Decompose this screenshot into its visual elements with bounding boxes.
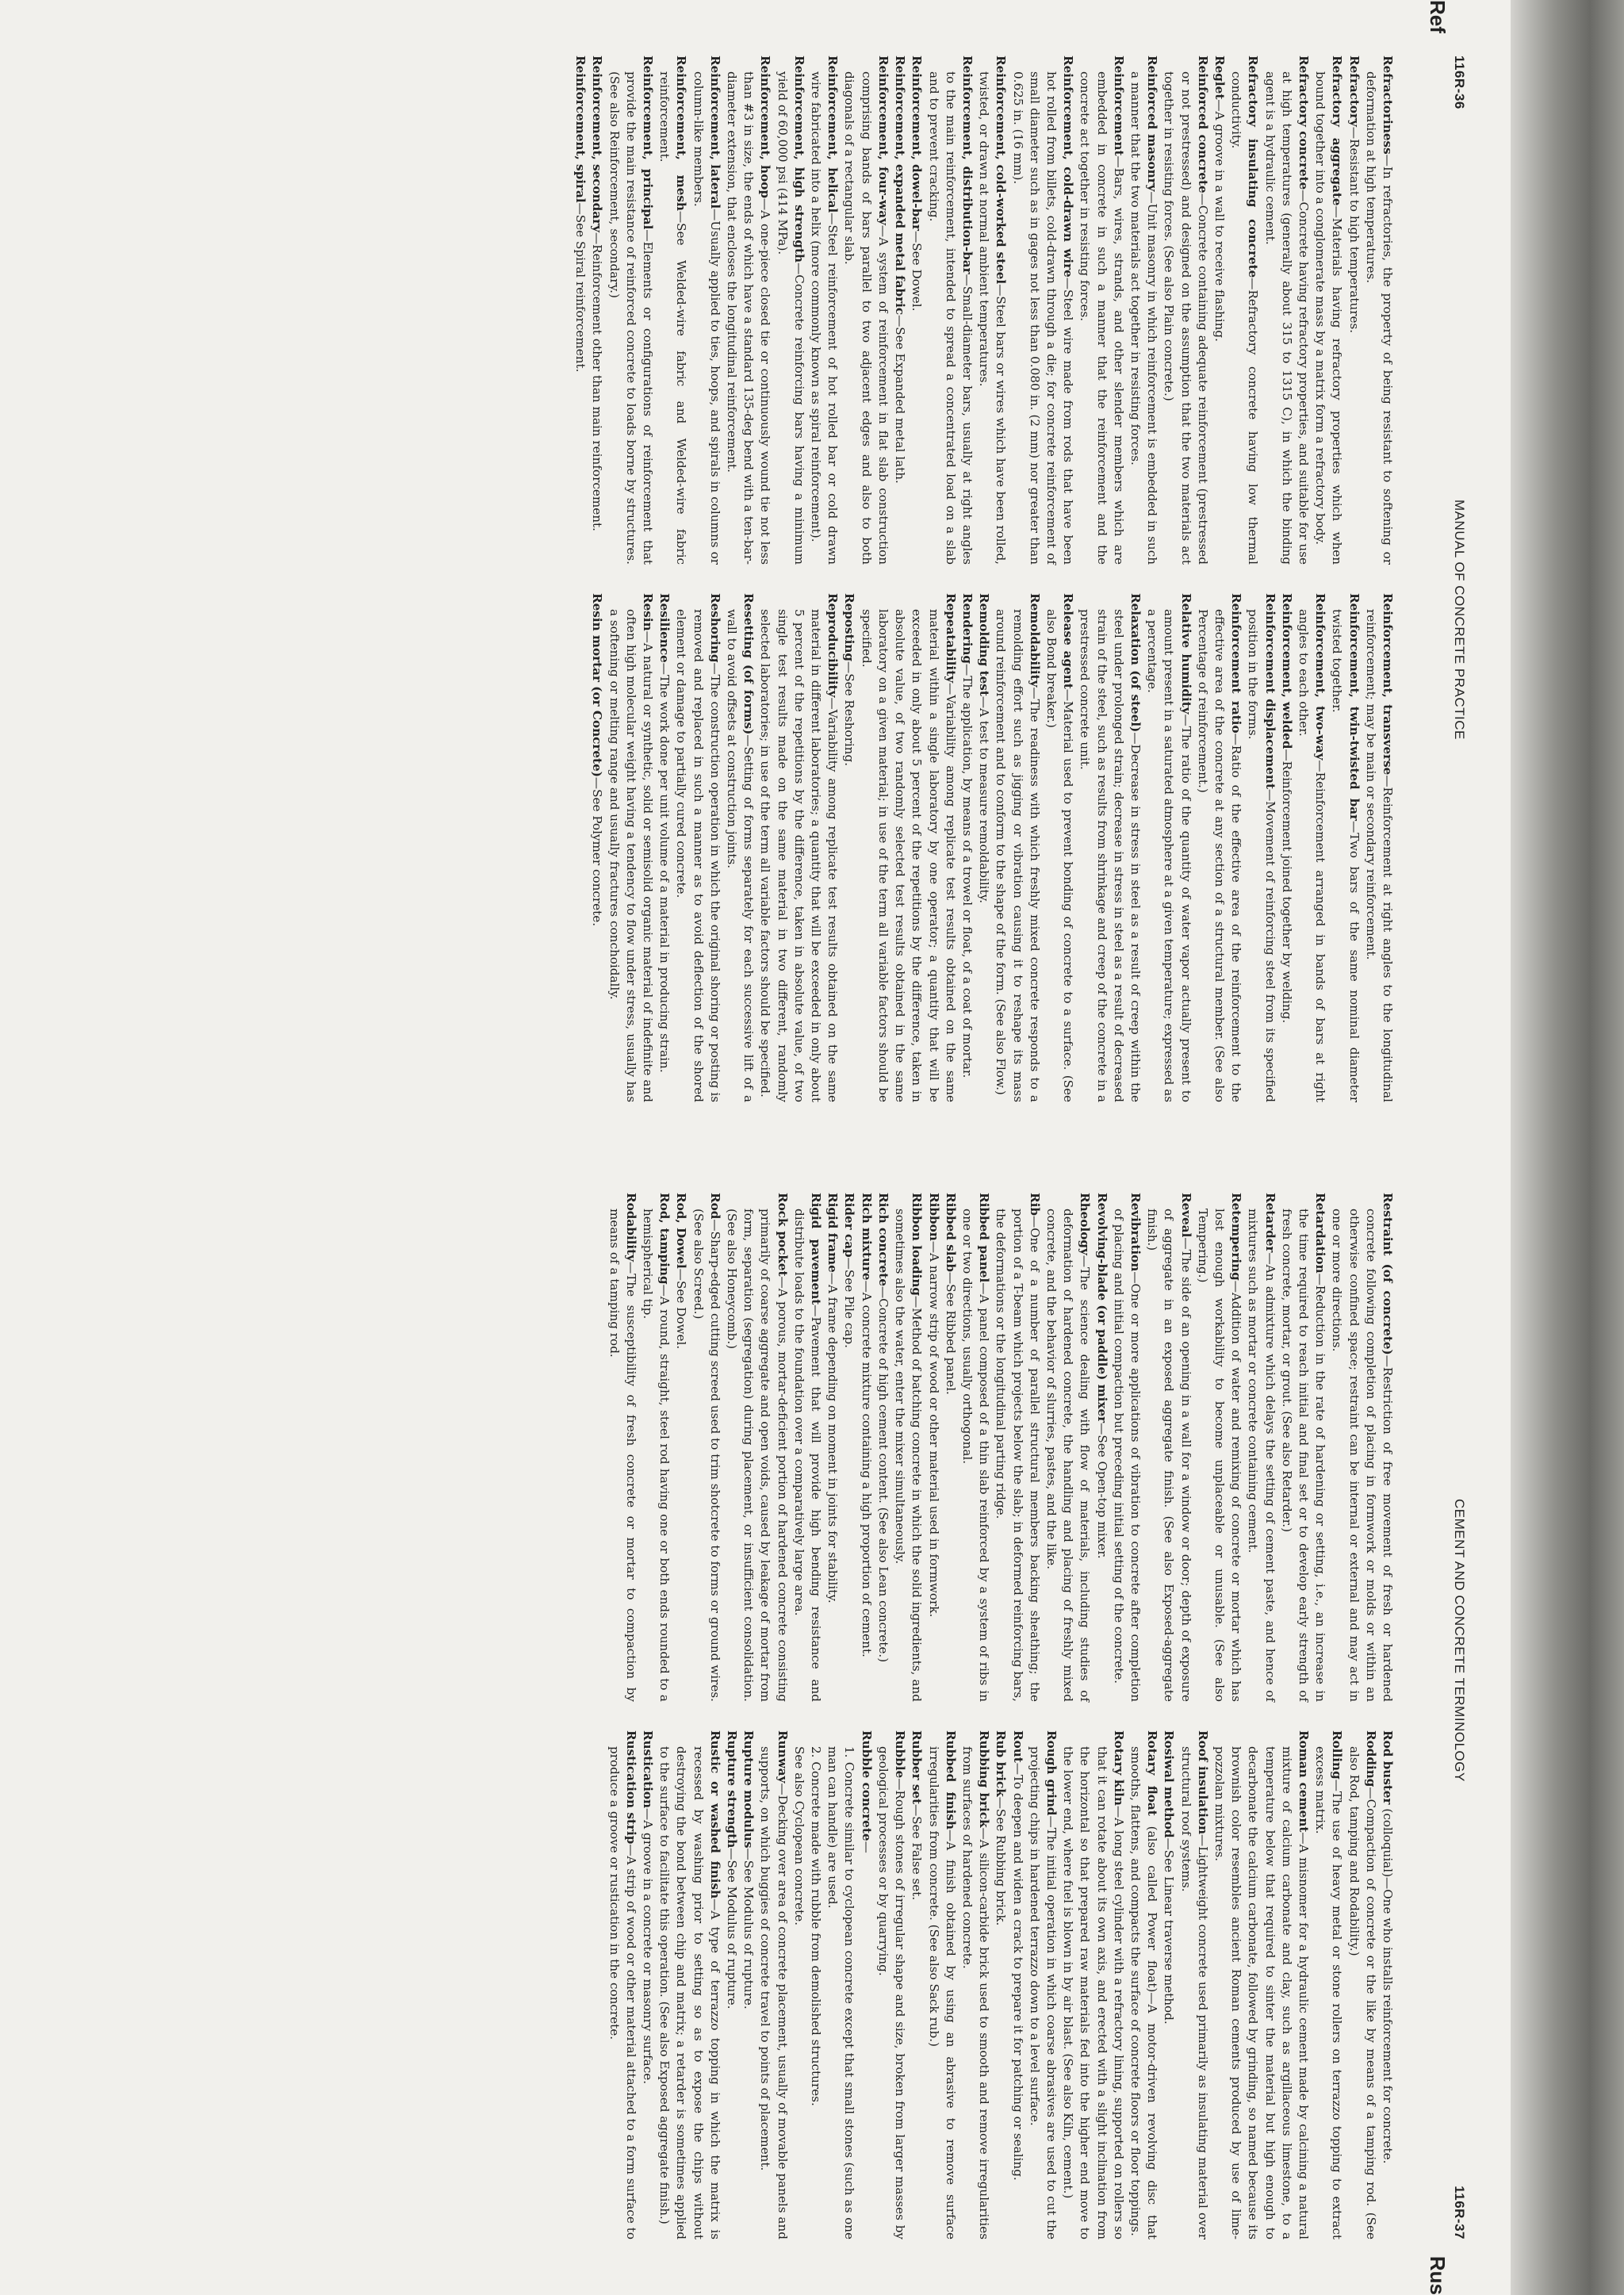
column-1: [48, 56, 1396, 565]
glossary-definition: —One of a number of parallel structural members backing sheathing; the portion of a T-beam which projects below the slab; in deformed reinforcing bars, the deformations or the longitudinal parting ridge.: [994, 1209, 1042, 1702]
glossary-entry: [605, 593, 656, 1102]
glossary-term: Rubble: [893, 1730, 908, 1779]
glossary-definition: —Elements or configurations of reinforcement that provide the main resistance of reinforced concrete to loads borne by structures. (See also Reinforcement, secondary.): [607, 71, 656, 565]
glossary-term: Retarder: [1262, 1193, 1277, 1253]
guide-word-left: Ref: [1426, 0, 1450, 33]
glossary-definition: —Unit masonry in which reinforcement is embedded in such a manner that the two materials act together in resisting forces.: [1128, 71, 1160, 565]
glossary-entry: [841, 593, 857, 1102]
glossary-definition: —Bars, wires, strands, and other slender members which are embedded in concrete in such a manner that the reinforcement and the concrete act together in resisting forces.: [1078, 71, 1126, 565]
glossary-definition: —Concrete reinforcing bars having a minimum yield of 60,000 psi (414 MPa).: [775, 71, 806, 565]
glossary-term: Reproducibility: [825, 593, 841, 698]
glossary-term: Reinforcement, two-way: [1313, 593, 1328, 761]
glossary-definition: —The ratio of the quantity of water vapor actually present to amount present in a saturated atmosphere at a given temperature; expressed as a percentage.: [1145, 609, 1193, 1103]
scanner-edge: [1511, 0, 1624, 2295]
glossary-definition: —Addition of water and remixing of concrete or mortar which has lost enough workability to become unplaceable or unusable. (See also Tempering.): [1195, 1209, 1244, 1702]
glossary-definition: —A panel composed of a thin slab reinforced by a system of ribs in one or two directions, usually orthogonal.: [959, 1209, 992, 1702]
glossary-entry: [1362, 56, 1396, 565]
glossary-term: Revolving-blade (or paddle) mixer: [1094, 1193, 1109, 1423]
glossary-definition: 2. Concrete made with rubble from demolished structures.: [809, 1746, 824, 2106]
glossary-definition: —A natural or synthetic, solid or semisolid organic material of indefinite and often high molecular weight having a tendency to flow under stress, usually has a softening or melting range and usually fractures conchoidally.: [607, 609, 656, 1102]
glossary-term: Rigid frame: [825, 1193, 841, 1273]
glossary-definition: —See Pile cap.: [842, 1257, 857, 1348]
glossary-definition: —The application, by means of a trowel or float, of a coat of mortar.: [959, 664, 975, 1079]
glossary-definition: —A porous, mortar-deficient portion of hardened concrete consisting primarily of coarse aggregate and open voids, caused by leakage of mortar from form, separation (segregation) during placement, or insufficient consolidation. (See also Honeycomb.): [725, 1209, 790, 1702]
glossary-term: Ribbon: [926, 1193, 941, 1241]
glossary-entry: [875, 1193, 891, 1702]
glossary-definition: —Concrete of high cement content. (See also Lean concrete.): [875, 1285, 891, 1663]
glossary-entry: [1228, 56, 1261, 565]
glossary-term: Rout: [1010, 1730, 1025, 1763]
glossary-term: Relaxation (of steel): [1128, 593, 1143, 733]
glossary-definition: —Lightweight concrete used primarily as insulating material over structural roof systems.: [1178, 1746, 1210, 2239]
glossary-definition: —See Open-top mixer.: [1094, 1423, 1109, 1559]
left-page-number: 116R-36: [1452, 56, 1467, 109]
glossary-definition: 1. Concrete similar to cyclopean concrete except that small stones (such as one man can handle) are used.: [825, 1746, 857, 2239]
glossary-definition: —The initial operation in which coarse abrasives are used to cut the projecting chips in hardened terrazzo down to a level surface.: [1027, 1746, 1059, 2239]
glossary-definition: —Materials having refractory properties which when bound together into a conglomerate mass by a matrix form a refractory body.: [1313, 71, 1345, 565]
glossary-term: Reinforcement, hoop: [758, 56, 773, 198]
glossary-term: Reinforcement, four-way: [875, 56, 891, 225]
glossary-term: Rupture modulus: [741, 1730, 756, 1849]
glossary-entry: [1076, 56, 1127, 565]
glossary-definition: —Concrete having refractory properties, and suitable for use at high temperatures (generally about 315 to 1315 C), in which the binding agent is a hydraulic cement.: [1262, 71, 1311, 565]
glossary-term: Retardation: [1313, 1193, 1328, 1274]
glossary-term: Reinforcement displacement: [1262, 593, 1277, 789]
glossary-term: Reinforcement, cold-worked steel: [994, 56, 1009, 285]
glossary-entry: [959, 1730, 992, 2239]
glossary-entry: [807, 56, 841, 565]
glossary-definition: —Reinforcement other than main reinforcement.: [590, 232, 605, 531]
glossary-term: Rider cap: [842, 1193, 857, 1258]
glossary-term: Rigid pavement: [809, 1193, 824, 1305]
glossary-definition: —: [859, 1841, 874, 1853]
glossary-term: Reinforcement, lateral: [707, 56, 722, 209]
right-page: [48, 1193, 1396, 2239]
left-running-title: MANUAL OF CONCRETE PRACTICE: [1452, 500, 1467, 740]
glossary-entry: [672, 593, 723, 1102]
glossary-entry: [992, 1730, 1009, 2239]
glossary-definition: —A round, straight, steel rod having one or both ends rounded to a hemispherical tip.: [641, 1209, 672, 1702]
right-running-title: CEMENT AND CONCRETE TERMINOLOGY: [1452, 1499, 1467, 1782]
guide-word-right: Rus: [1426, 2255, 1450, 2295]
glossary-entry: [841, 56, 891, 565]
glossary-term: Remolding test: [977, 593, 992, 696]
glossary-term: Rotary float: [1145, 1730, 1160, 1816]
glossary-entry: [807, 1730, 824, 2239]
glossary-entry: [689, 56, 722, 565]
column-4: [48, 1730, 1396, 2239]
glossary-term: Reinforcement, mesh: [674, 56, 689, 211]
glossary-definition: —One or more applications of vibration to concrete after completion of placing and initial compaction but preceding initial setting of the concrete.: [1111, 1209, 1143, 1702]
glossary-entry: [723, 593, 756, 1102]
glossary-entry: [925, 1730, 958, 2239]
glossary-definition: —A frame depending on moment in joints for stability.: [825, 1272, 841, 1603]
column-3: [48, 1193, 1396, 1702]
glossary-definition: —Method of batching concrete in which the solid ingredients, and sometimes also the water, enter the mixer simultaneously.: [893, 1209, 925, 1702]
glossary-definition: —Rough stones of irregular shape and size, broken from larger masses by geological processes or by quarrying.: [875, 1746, 908, 2239]
glossary-definition: (also called Power float)—A motor-driven revolving disc that smooths, flattens, and compacts the surface of concrete floors or floor toppings.: [1128, 1746, 1160, 2240]
glossary-term: Relative humidity: [1178, 593, 1193, 715]
glossary-definition: —The susceptibility of fresh concrete or mortar to compaction by means of a tamping rod.: [607, 1209, 638, 1702]
glossary-entry: [791, 1193, 824, 1702]
text-columns: [48, 56, 1396, 2239]
glossary-entry: [1211, 56, 1228, 565]
glossary-definition: —Decrease in stress in steel as a result of creep within the steel under prolonged strain; decrease in stress in steel as a result of decreased strain of the steel, such as results from shrinkage and creep of the concrete in a prestressed concrete unit.: [1078, 609, 1143, 1102]
glossary-entry: [1312, 1730, 1345, 2239]
glossary-term: Revibration: [1128, 1193, 1143, 1272]
glossary-term: Rubber set: [910, 1730, 925, 1805]
glossary-term: Rib: [1027, 1193, 1042, 1216]
page-gutter: [48, 1136, 1396, 1159]
glossary-definition: —Two bars of the same nominal diameter twisted together.: [1330, 609, 1362, 1102]
glossary-entry: [824, 1193, 841, 1702]
glossary-entry: [1160, 56, 1211, 565]
glossary-entry: [1110, 1193, 1143, 1702]
glossary-entry: [925, 56, 975, 565]
glossary-term: Reinforcement, twin-twisted bar: [1346, 593, 1362, 822]
glossary-term: Reinforcement, spiral: [573, 56, 588, 203]
glossary-definition: —A groove in a wall to receive flashing.: [1212, 99, 1227, 342]
glossary-entry: [1261, 56, 1312, 565]
glossary-definition: —See Rubbing brick.: [994, 1796, 1009, 1926]
glossary-definition: —The side of an opening in a wall for a window or door; depth of exposure of aggregate in an exposed aggregate finish. (See also Exposed-aggregate finish.): [1145, 1209, 1193, 1702]
glossary-definition: —An admixture which delays the setting of cement paste, and hence of mixtures such as mortar or concrete containing cement.: [1246, 1209, 1277, 1702]
glossary-term: Rheology: [1078, 1193, 1093, 1255]
glossary-entry: [1328, 1193, 1396, 1702]
right-page-number: 116R-37: [1452, 2186, 1467, 2239]
glossary-entry: [605, 56, 656, 565]
glossary-term: Reveal: [1178, 1193, 1193, 1238]
glossary-term: Rosiwal method: [1162, 1730, 1177, 1838]
glossary-definition: —Compaction of concrete or the like by means of a tamping rod. (See also Rod, tamping and Rodability.): [1346, 1746, 1378, 2239]
glossary-entry: [925, 1193, 941, 1702]
glossary-term: Restraint (of concrete): [1381, 1193, 1395, 1355]
glossary-term: Rodability: [623, 1193, 638, 1262]
glossary-term: Ribbed slab: [943, 1193, 958, 1272]
glossary-term: Ribbon loading: [910, 1193, 925, 1297]
glossary-entry: [992, 1193, 1043, 1702]
glossary-definition: —See Linear traverse method.: [1162, 1837, 1177, 2025]
glossary-definition: —Variability among replicate test results obtained on the same material in different laboratories; a quantity that will be exceeded in only about 5 percent of the repetitions by the difference, taken in absolute value, of two single test results made on the same material in two different, randomly selected laboratories; in use of the term all variable factors should be specified.: [758, 609, 841, 1102]
glossary-term: Reinforcement, high strength: [791, 56, 806, 263]
glossary-entry: [858, 1193, 875, 1702]
glossary-term: Reinforcement, helical: [825, 56, 841, 213]
glossary-term: Repeatability: [943, 593, 958, 684]
glossary-term: Rod: [707, 1193, 722, 1220]
glossary-term: Ribbed panel: [977, 1193, 992, 1283]
glossary-entry: [756, 593, 841, 1102]
glossary-term: Remoldability: [1027, 593, 1042, 688]
glossary-term: Refractoriness: [1381, 56, 1395, 155]
glossary-definition: —See False set.: [910, 1804, 925, 1901]
glossary-entry: [1244, 1193, 1277, 1702]
left-page: [48, 56, 1396, 1102]
glossary-definition: —Small-diameter bars, usually at right angles to the main reinforcement, intended to spread a concentrated load on a slab and to prevent cracking.: [926, 71, 975, 565]
glossary-term: Resilience: [657, 593, 672, 663]
glossary-entry: [891, 1193, 925, 1702]
glossary-entry: [1345, 1730, 1378, 2239]
glossary-entry: [1009, 1730, 1025, 2239]
glossary-term: Resin: [641, 593, 656, 631]
glossary-definition: —Refractory concrete having low thermal conductivity.: [1229, 71, 1261, 565]
glossary-term: Reinforcement, cold-drawn wire: [1061, 56, 1076, 278]
glossary-term: Rod, tamping: [657, 1193, 672, 1285]
glossary-definition: —A test to measure remoldability.: [977, 695, 992, 904]
glossary-definition: —A finish obtained by using an abrasive to remove surface irregularities from concrete. (See also Sack rub.): [926, 1746, 958, 2239]
glossary-term: Release agent: [1061, 593, 1076, 689]
glossary-term: Retempering: [1229, 1193, 1244, 1281]
glossary-entry: [1379, 1730, 1396, 2239]
glossary-definition: —Reduction in the rate of hardening or setting, i.e., an increase in the time required to reach initial and final set or to develop early strength of fresh concrete, mortar, or grout. (See also Retarder.): [1279, 1209, 1328, 1702]
glossary-entry: [1278, 1193, 1329, 1702]
glossary-definition: —Concrete containing adequate reinforcement (prestressed or not prestressed) and designed on the assumption that the two materials act together in resisting forces. (See also Plain concrete.): [1162, 71, 1210, 565]
glossary-term: Reinforcement, distribution-bar: [959, 56, 975, 274]
glossary-entry: [1127, 56, 1160, 565]
glossary-term: Rubble concrete: [859, 1730, 874, 1841]
glossary-definition: —A one-piece closed tie or continuously wound tie not less than #3 in size, the ends of which have a standard 135-deg bend with a ten-bar-diameter extension, that encloses the longitudinal reinforcement.: [725, 71, 773, 565]
glossary-entry: [1093, 1193, 1109, 1702]
glossary-entry: [723, 56, 774, 565]
glossary-entry: [1312, 56, 1345, 565]
glossary-definition: See also Cyclopean concrete.: [791, 1746, 806, 1926]
glossary-definition: —Reinforcement arranged in bands of bars at right angles to each other.: [1296, 609, 1328, 1102]
glossary-definition: —Steel wire made from rods that have been hot rolled from billets, cold-drawn through a die; for concrete reinforcement of small diameter such as in gages not less than 0.080 in. (2 mm) nor greater than 0.625 in. (16 mm).: [1010, 71, 1076, 565]
glossary-definition: —See Expanded metal lath.: [893, 315, 908, 484]
glossary-definition: —The science dealing with flow of materials, including studies of deformation of hardened concrete, the handling and placing of freshly mixed concrete, and the behavior of slurries, pastes, and the like.: [1044, 1209, 1093, 1702]
glossary-term: Reinforced masonry: [1145, 56, 1160, 192]
glossary-entry: [908, 1730, 925, 2239]
glossary-definition: —See Reshoring.: [842, 661, 857, 767]
glossary-entry: [1295, 593, 1328, 1102]
glossary-definition: —Material used to prevent bonding of concrete to a surface. (See also Bond breaker.): [1044, 609, 1076, 1102]
glossary-entry: [1043, 1193, 1094, 1702]
glossary-term: Rustication: [641, 1730, 656, 1809]
glossary-term: Reglet: [1212, 56, 1227, 100]
glossary-entry: [723, 1193, 791, 1702]
glossary-definition: —The use of heavy metal or stone rollers on terrazzo topping to extract excess matrix.: [1313, 1746, 1345, 2239]
glossary-term: Rolling: [1330, 1730, 1345, 1780]
glossary-definition: —Pavement that will provide high bending resistance and distribute loads to the foundation over a comparatively large area.: [791, 1209, 824, 1703]
glossary-term: Refractory aggregate: [1330, 56, 1345, 206]
glossary-definition: —Ratio of the effective area of the reinforcement to the effective area of the concrete at any section of a structural member. (See also Percentage of reinforcement.): [1195, 609, 1244, 1102]
glossary-definition: —A concrete mixture containing a high proportion of cement.: [859, 1280, 874, 1657]
glossary-entry: [1328, 593, 1362, 1102]
glossary-term: Roof insulation: [1195, 1730, 1210, 1835]
glossary-term: Reinforcement: [1111, 56, 1126, 156]
glossary-term: Reinforcement, transverse: [1381, 593, 1395, 776]
glossary-term: Reinforced concrete: [1195, 56, 1210, 193]
glossary-entry: [992, 593, 1043, 1102]
glossary-definition: —Variability among replicate test results obtained on the same material within a single laboratory by one operator; a quantity that will be exceeded in only about 5 percent of the repetitions by the difference, taken in absolute value, of two randomly selected test results obtained in the same laboratory on a given material; in use of the term all variable factors should be specified.: [859, 609, 958, 1102]
glossary-term: Refractory insulating concrete: [1246, 56, 1261, 278]
glossary-entry: [908, 56, 925, 565]
glossary-definition: —See Modulus of rupture.: [725, 1848, 740, 2010]
glossary-term: Rubbed finish: [943, 1730, 958, 1829]
glossary-entry: [672, 1193, 689, 1702]
glossary-entry: [656, 1730, 723, 2239]
glossary-definition: —A strip of wood or other material attached to a form surface to produce a groove or rustication in the concrete.: [607, 1746, 638, 2239]
glossary-term: Runway: [775, 1730, 790, 1784]
document-spread: [24, 0, 1499, 2295]
glossary-entry: [588, 56, 605, 565]
glossary-definition: —In refractories, the property of being resistant to softening or deformation at high temperatures.: [1363, 71, 1395, 565]
glossary-entry: [1244, 593, 1277, 1102]
glossary-entry: [975, 593, 992, 1102]
glossary-entry: [1194, 593, 1245, 1102]
glossary-entry: [942, 1193, 959, 1702]
glossary-entry: [656, 593, 672, 1102]
glossary-definition: —The work done per unit volume of a material in producing strain.: [657, 662, 672, 1073]
glossary-term: Reshoring: [707, 593, 722, 663]
glossary-term: Roman cement: [1296, 1730, 1311, 1833]
glossary-entry: [723, 1730, 740, 2239]
glossary-term: Rustication strip: [623, 1730, 638, 1845]
glossary-entry: [1009, 56, 1076, 565]
glossary-entry: [1278, 593, 1295, 1102]
glossary-entry: [605, 1730, 638, 2239]
glossary-entry: [1143, 593, 1194, 1102]
glossary-entry: [1127, 1730, 1160, 2239]
glossary-entry: [858, 1730, 875, 2239]
glossary-entry: [756, 1730, 790, 2239]
glossary-entry: [605, 1193, 638, 1702]
glossary-entry: [858, 593, 959, 1102]
glossary-definition: —A groove in a concrete or masonry surface.: [641, 1808, 656, 2085]
glossary-term: Reinforcement, secondary: [590, 56, 605, 232]
glossary-definition: —Reinforcement joined together by welding.: [1279, 749, 1294, 1024]
glossary-definition: —Restriction of free movement of fresh or hardened concrete following completion of placing in formwork or molds or within an otherwise confined space; restraint can be internal or external and may act in one or more directions.: [1330, 1209, 1395, 1703]
glossary-entry: [1362, 593, 1396, 1102]
glossary-entry: [773, 56, 806, 565]
glossary-term: Rich mixture: [859, 1193, 874, 1281]
glossary-definition: —The readiness with which freshly mixed concrete responds to a remolding effort such as jigging or vibration causing it to reshape its mass around reinforcement and to conform to the shape of the form. (See also Flow.): [994, 609, 1042, 1102]
glossary-term: Rich concrete: [875, 1193, 891, 1286]
glossary-term: Resetting (of forms): [741, 593, 756, 735]
glossary-term: Reinforcement, expanded metal fabric: [893, 56, 908, 316]
glossary-entry: [959, 1193, 992, 1702]
glossary-definition: —The construction operation in which the original shoring or posting is removed and replaced in such a manner as to avoid deflection of the shored element or damage to partially cured concrete.: [674, 609, 722, 1102]
glossary-definition: —See Dowel.: [910, 231, 925, 312]
running-header: [1427, 56, 1467, 2239]
glossary-definition: —A long steel cylinder with a refractory lining, supported on rollers so that it can rotate about its own axis, and erected with a slight inclination from the horizontal so that prepared raw materials fed into the higher end move to the lower end, where fuel is blown in by air blast. (See also Kiln, cement.): [1061, 1746, 1126, 2239]
glossary-definition: —A system of reinforcement in flat slab construction comprising bands of bars parallel to two adjacent edges and also to both diagonals of a rectangular slab.: [842, 71, 891, 565]
glossary-definition: —Steel reinforcement of hot rolled bar or cold drawn wire fabricated into a helix (more commonly known as spiral reinforcement).: [809, 71, 841, 565]
glossary-entry: [656, 56, 689, 565]
glossary-definition: —A narrow strip of wood or other material used in formwork.: [926, 1240, 941, 1618]
glossary-term: Rendering: [959, 593, 975, 665]
glossary-definition: —See Polymer concrete.: [590, 776, 605, 927]
glossary-definition: —Resistant to high temperatures.: [1346, 126, 1362, 334]
glossary-definition: —A misnomer for a hydraulic cement made by calcining a natural mixture of calcium carbonate and clay, such as argillaceous limestone, to a temperature below that required to sinter the material but high enough to decarbonate the calcium carbonate, followed by grinding, so named because its brownish color resembles ancient Roman cements produced by use of lime-pozzolan mixtures.: [1212, 1746, 1311, 2239]
glossary-definition: —Sharp-edged cutting screed used to trim shotcrete to forms or ground wires. (See also Screed.): [691, 1209, 722, 1702]
glossary-entry: [1026, 1730, 1059, 2239]
glossary-definition: —See Ribbed panel.: [943, 1271, 958, 1395]
glossary-term: Rock pocket: [775, 1193, 790, 1277]
glossary-definition: —Decking over area of concrete placement, usually of movable panels and supports, on which buggies of concrete travel to points of placement.: [758, 1746, 790, 2239]
glossary-entry: [639, 1193, 672, 1702]
glossary-definition: (colloquial)—One who installs reinforcement for concrete.: [1381, 1804, 1395, 2164]
glossary-term: Reinforcement, dowel-bar: [910, 56, 925, 232]
glossary-definition: —See Dowel.: [674, 1268, 689, 1350]
glossary-entry: [1160, 1730, 1177, 2239]
glossary-definition: —Setting of forms separately for each successive lift of a wall to avoid offsets at construction joints.: [725, 609, 756, 1103]
glossary-term: Reposting: [842, 593, 857, 662]
glossary-entry: [689, 1193, 722, 1702]
glossary-term: Refractory concrete: [1296, 56, 1311, 190]
column-2: [48, 593, 1396, 1102]
glossary-entry: [891, 56, 908, 565]
glossary-entry: [740, 1730, 756, 2239]
glossary-term: Reinforcement, welded: [1279, 593, 1294, 749]
glossary-term: Rubbing brick: [977, 1730, 992, 1828]
glossary-term: Rub brick: [994, 1730, 1009, 1797]
glossary-entry: [791, 1730, 807, 2239]
glossary-entry: [588, 593, 605, 1102]
glossary-entry: [975, 56, 1009, 565]
glossary-term: Rod buster: [1381, 1730, 1395, 1805]
glossary-definition: —See Welded-wire fabric and Welded-wire fabric reinforcement.: [657, 71, 689, 565]
glossary-entry: [1177, 1730, 1210, 2239]
glossary-entry: [959, 593, 975, 1102]
glossary-entry: [875, 1730, 908, 2239]
glossary-term: Rodding: [1363, 1730, 1378, 1787]
glossary-entry: [841, 1193, 857, 1702]
glossary-term: Rotary kiln: [1111, 1730, 1126, 1806]
glossary-term: Rupture strength: [725, 1730, 740, 1849]
glossary-term: Reinforcement, principal: [641, 56, 656, 230]
glossary-entry: [1076, 593, 1143, 1102]
glossary-definition: —Reinforcement at right angles to the longitudinal reinforcement; may be main or secondary reinforcement.: [1363, 609, 1395, 1102]
glossary-definition: —To deepen and widen a crack to prepare it for patching or sealing.: [1010, 1762, 1025, 2181]
glossary-entry: [1143, 1193, 1194, 1702]
glossary-term: Rough grind: [1044, 1730, 1059, 1816]
glossary-term: Resin mortar (or Concrete): [590, 593, 605, 777]
glossary-entry: [639, 1730, 656, 2239]
glossary-term: Rod, Dowel: [674, 1193, 689, 1269]
glossary-definition: —A type of terrazzo topping in which the matrix is recessed by washing prior to setting so as to expose the chips without destroying the bond between chip and matrix; a retarder is sometimes applied to the surface to facilitate this operation. (See also Exposed aggregate finish.): [657, 1746, 722, 2239]
glossary-definition: —See Modulus of rupture.: [741, 1848, 756, 2010]
glossary-entry: [1194, 1193, 1245, 1702]
glossary-term: Rustic or washed finish: [707, 1730, 722, 1899]
glossary-definition: —Movement of reinforcing steel from its specified position in the forms.: [1246, 609, 1277, 1102]
glossary-term: Reinforcement ratio: [1229, 593, 1244, 734]
glossary-entry: [824, 1730, 857, 2239]
glossary-definition: —Steel bars or wires which have been rolled, twisted, or drawn at normal ambient temperatures.: [977, 71, 1009, 565]
glossary-entry: [1211, 1730, 1312, 2239]
glossary-entry: [572, 56, 588, 565]
glossary-definition: —See Spiral reinforcement.: [573, 202, 588, 373]
glossary-definition: —A silicon-carbide brick used to smooth and remove irregularities from surfaces of hardened concrete.: [959, 1746, 992, 2239]
glossary-entry: [1345, 56, 1362, 565]
glossary-entry: [1059, 1730, 1127, 2239]
glossary-definition: —Usually applied to ties, hoops, and spirals in columns or column-like members.: [691, 71, 722, 565]
glossary-entry: [1043, 593, 1076, 1102]
glossary-term: Refractory: [1346, 56, 1362, 127]
